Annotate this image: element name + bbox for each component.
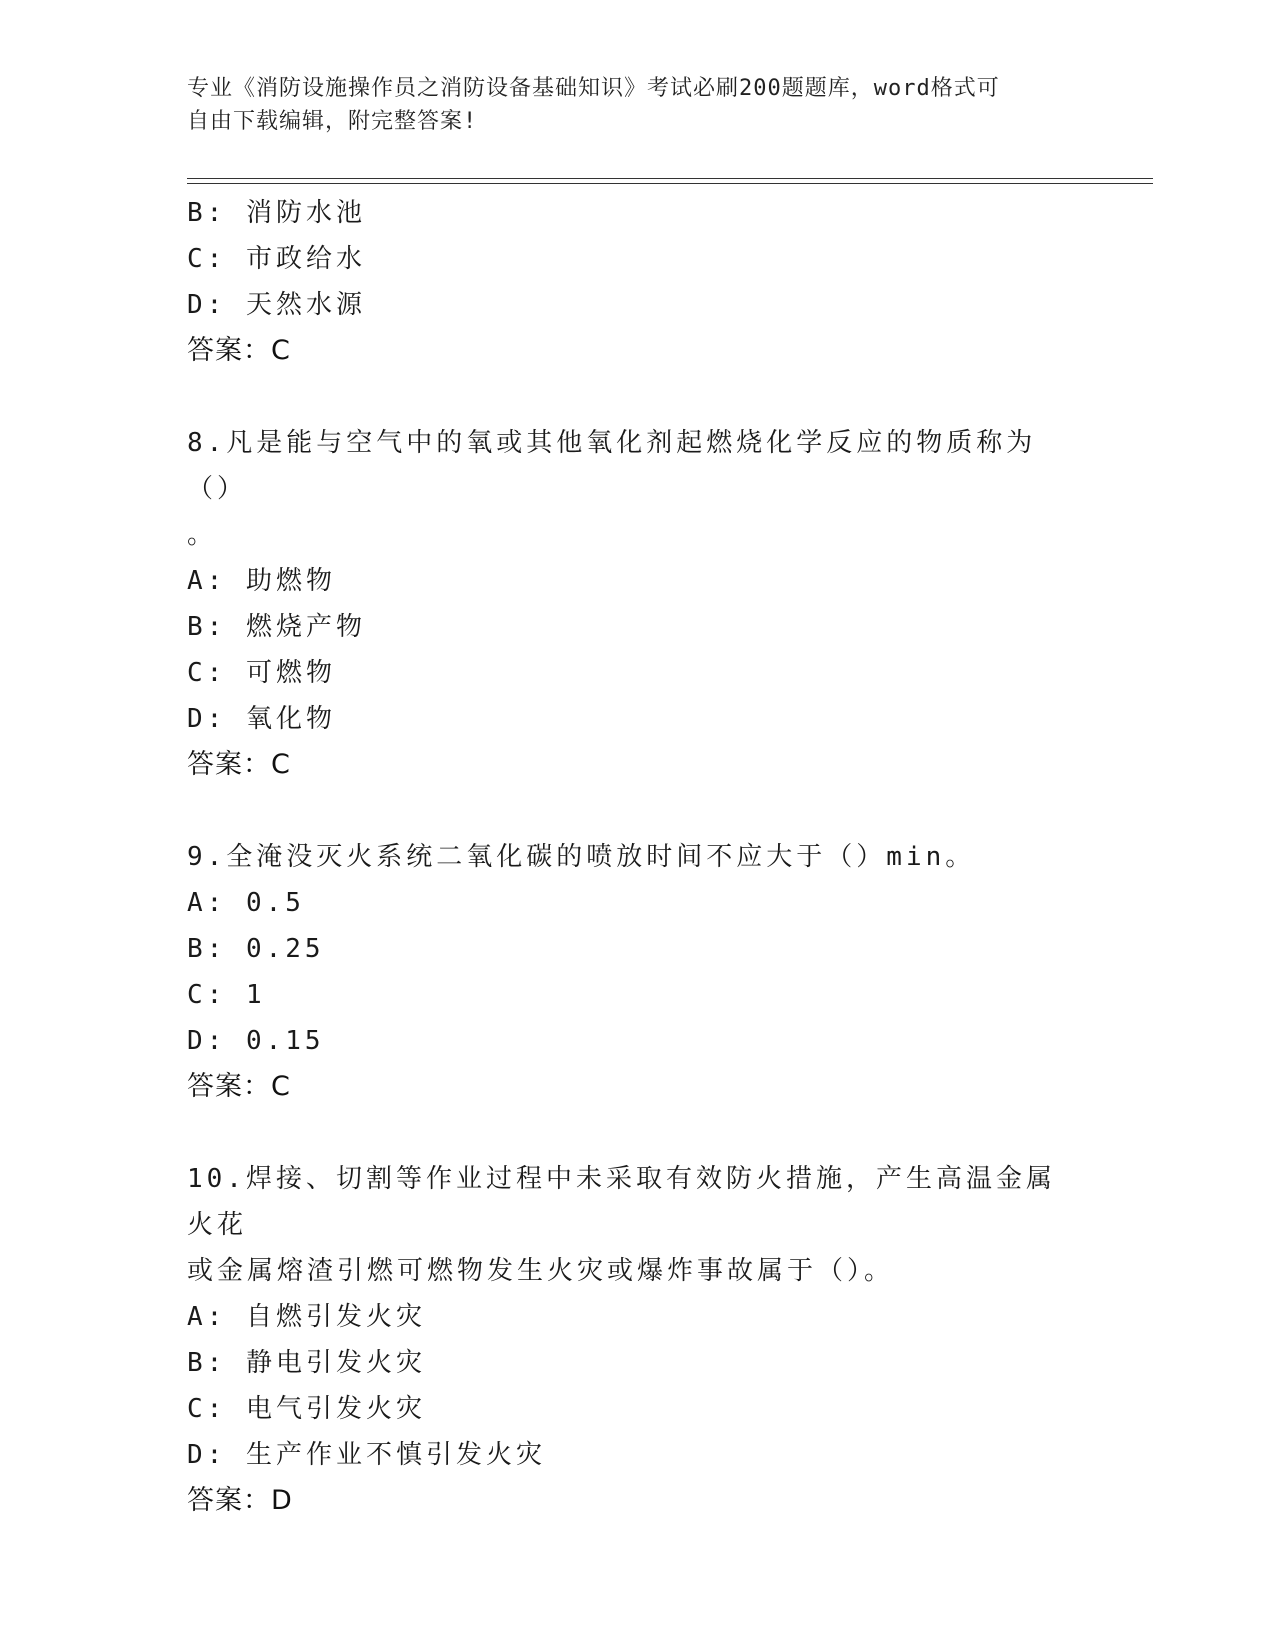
question-7-continued [187,190,1087,374]
option-b: B: 0.25 [187,934,325,964]
answer-line: 答案：D [187,1485,293,1516]
answer-line: 答案：C [187,335,291,366]
question-9 [187,834,1087,1110]
option-d: D: 生产作业不慎引发火灾 [187,1440,546,1470]
option-c: C: 市政给水 [187,244,366,274]
answer-line: 答案：C [187,1071,291,1102]
option-a: A: 0.5 [187,888,305,918]
option-a: A: 自燃引发火灾 [187,1302,426,1332]
option-b: B: 燃烧产物 [187,612,366,642]
option-c: C: 电气引发火灾 [187,1394,426,1424]
question-stem-line-1: 10.焊接、切割等作业过程中未采取有效防火措施，产生高温金属火花 [187,1164,1056,1240]
question-stem-line-2: 。 [187,520,218,550]
option-c: C: 可燃物 [187,658,336,688]
question-stem-line-1: 9.全淹没灭火系统二氧化碳的喷放时间不应大于（）min。 [187,842,976,872]
question-8 [187,420,1087,788]
document-body [187,190,1087,1570]
option-d: D: 氧化物 [187,704,336,734]
document-header [187,72,1067,138]
question-stem-line-1: 8.凡是能与空气中的氧或其他氧化剂起燃烧化学反应的物质称为（） [187,428,1037,504]
question-10 [187,1156,1087,1524]
option-a: A: 助燃物 [187,566,336,596]
option-d: D: 天然水源 [187,290,366,320]
option-d: D: 0.15 [187,1026,325,1056]
question-stem-line-2: 或金属熔渣引燃可燃物发生火灾或爆炸事故属于（）。 [187,1256,895,1286]
option-c: C: 1 [187,980,266,1010]
option-b: B: 静电引发火灾 [187,1348,426,1378]
header-title-line-1: 专业《消防设施操作员之消防设备基础知识》考试必刷200题题库，word格式可 [187,76,1000,101]
header-divider [187,178,1153,184]
header-title-line-2: 自由下载编辑，附完整答案! [187,109,478,134]
answer-line: 答案：C [187,749,291,780]
option-b: B: 消防水池 [187,198,366,228]
